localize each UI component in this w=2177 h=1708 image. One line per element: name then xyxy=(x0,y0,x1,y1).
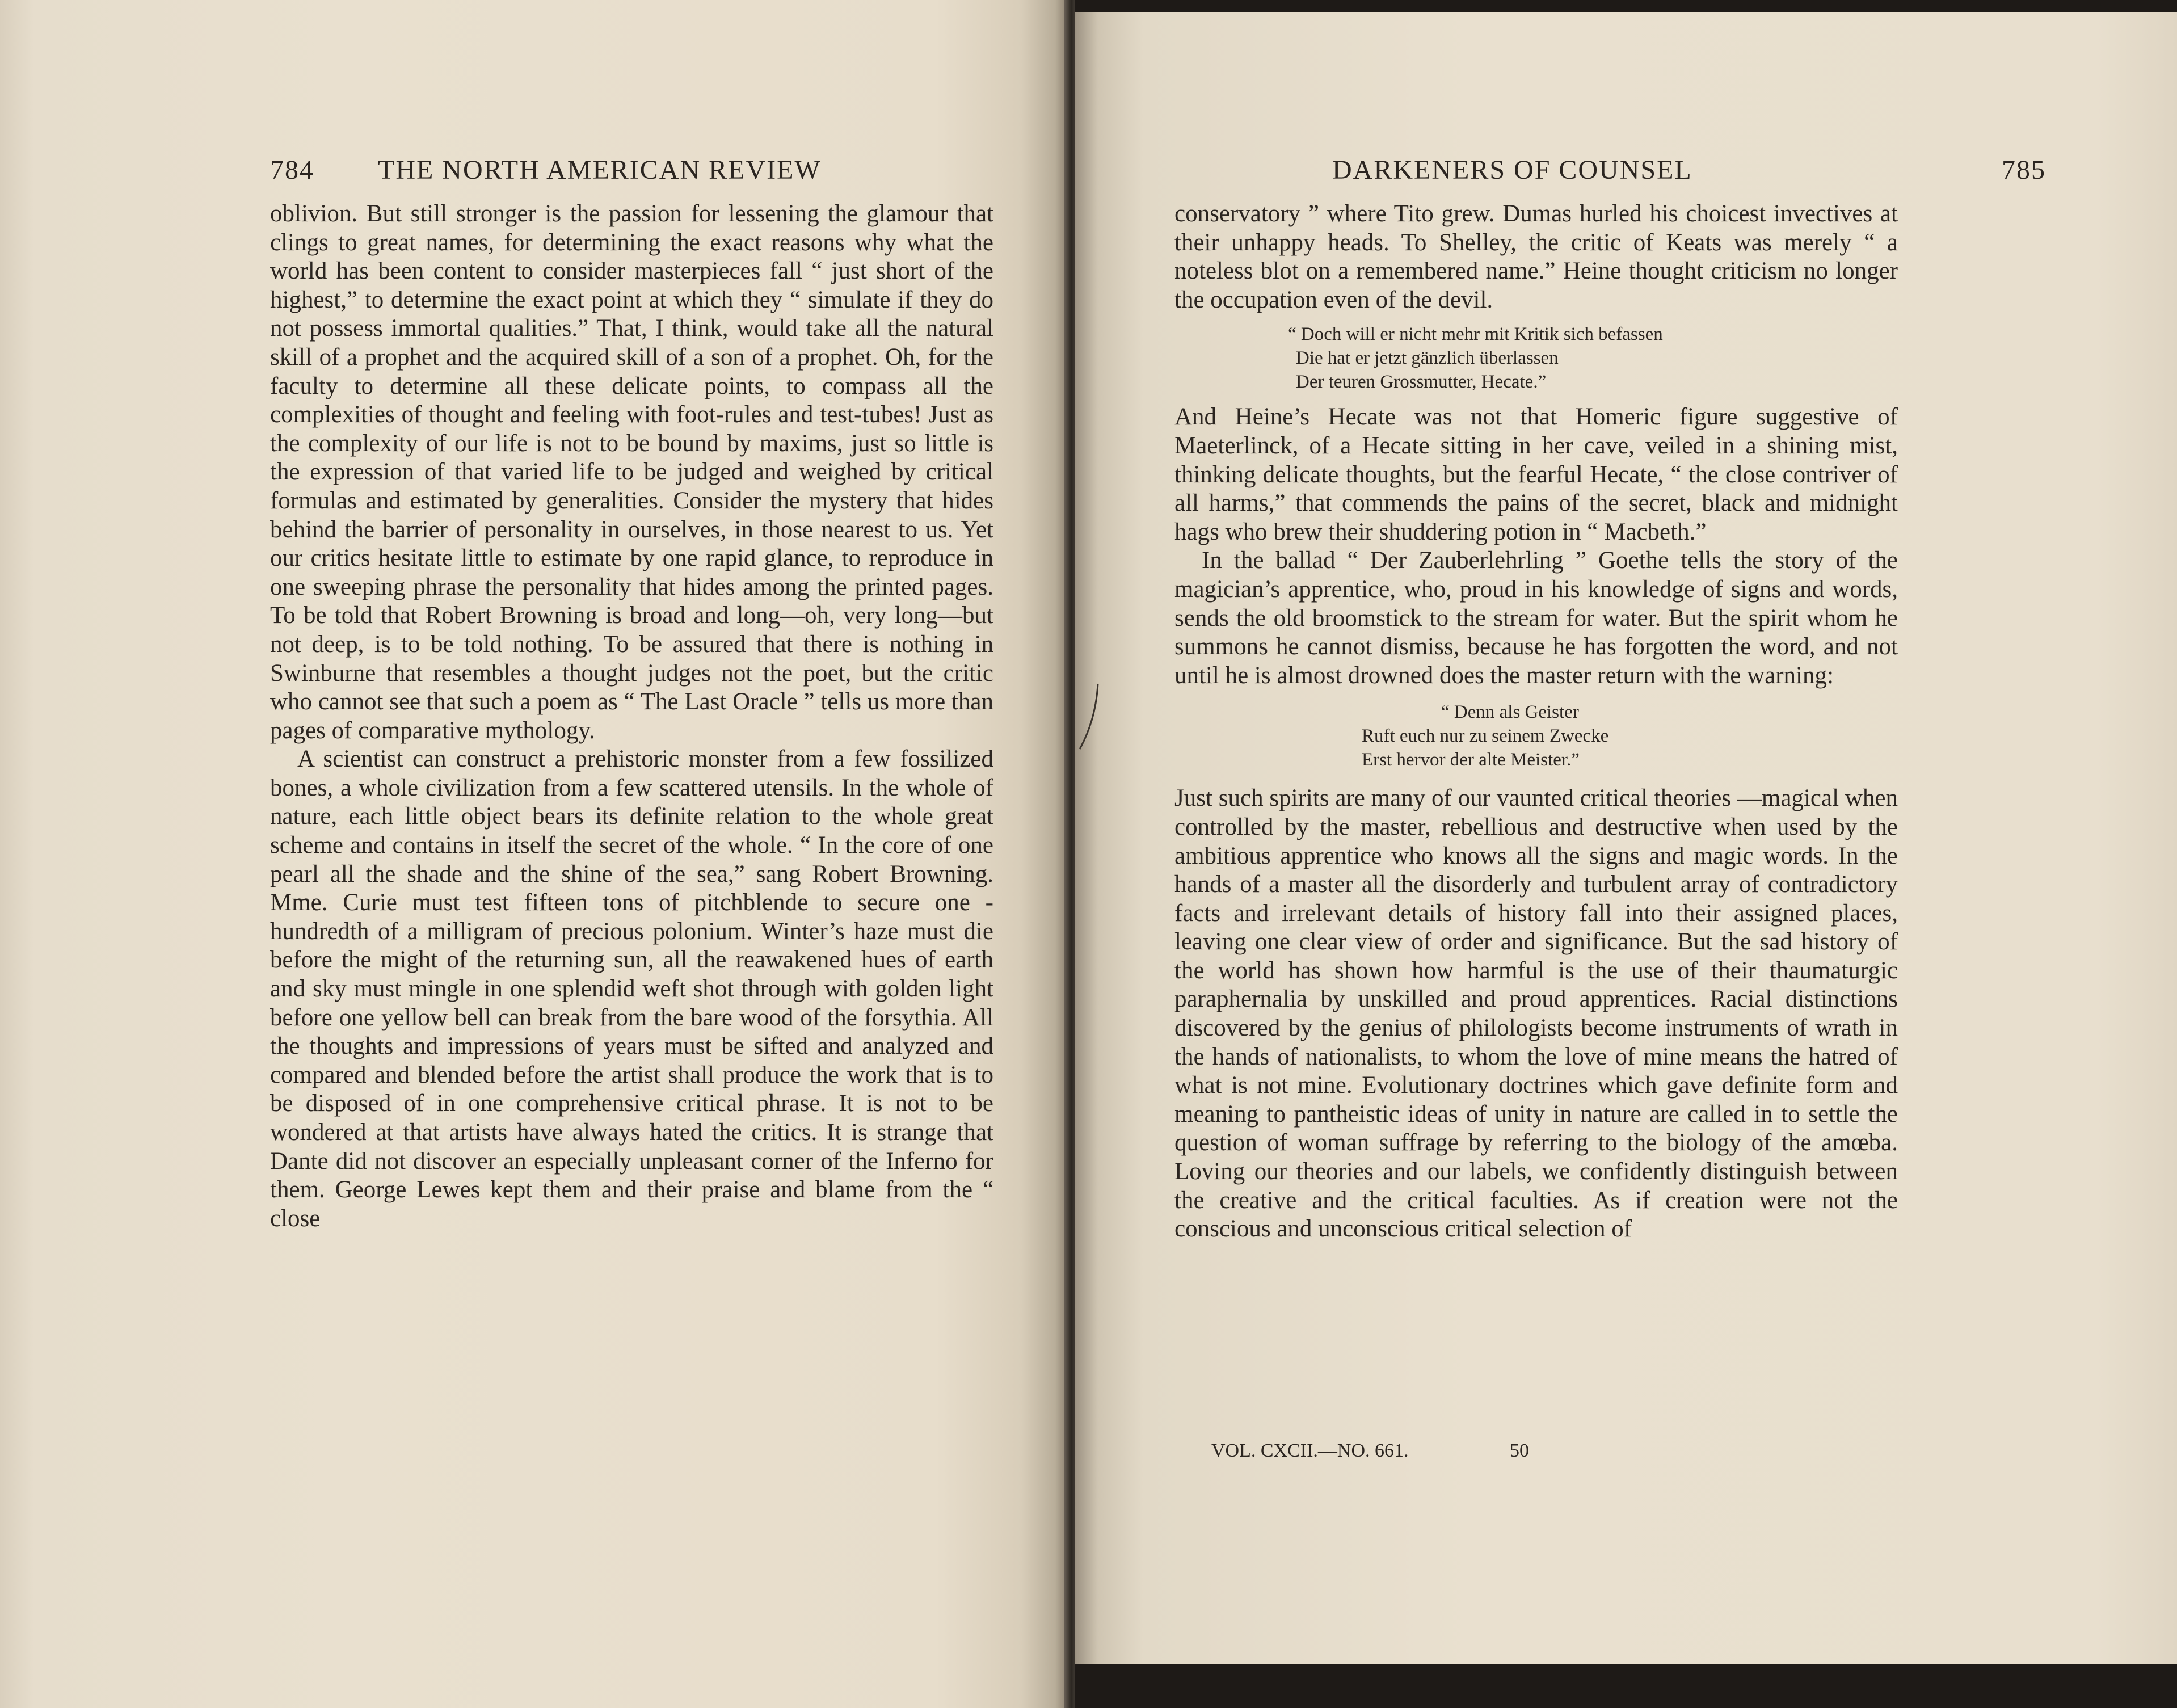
right-paragraph-3: In the ballad “ Der Zauberlehrling ” Goethe tells the story of the magician’s apprentice, who, proud in his knowledge of signs and words, sends the old broomstick to the stream for water. But the spirit whom he summons he cannot dismiss, because he has forgotten the word, and not until he is almost drowned does the master return with the warning: xyxy=(1174,547,1898,689)
goethe-verse-line-3: Erst hervor der alte Meister.” xyxy=(1362,750,1580,771)
left-body-text xyxy=(270,200,993,1233)
right-paragraph-2: And Heine’s Hecate was not that Homeric figure suggestive of Maeterlinck, of a Hecate sitting in her cave, veiled in a shining mist, thinking delicate thoughts, but the fearful Hecate, “ the close contriver of all harms,” that commends the pains of the secret, black and midnight hags who brew their shuddering potion in “ Macbeth.” xyxy=(1174,403,1898,545)
signature-mark xyxy=(1211,1440,1529,1462)
right-paragraph-1: conservatory ” where Tito grew. Dumas hurled his choicest invectives at their unhappy heads. To Shelley, the critic of Keats was merely “ a noteless blot on a remembered name.” Heine thought criticism no longer the occupation even of the devil. xyxy=(1174,200,1898,313)
gathering-number: 50 xyxy=(1510,1440,1530,1461)
heine-verse xyxy=(1174,322,1898,394)
right-body-text xyxy=(1174,200,1898,1244)
pencil-margin-mark xyxy=(1075,681,1109,760)
left-paragraph-1: oblivion. But still stronger is the passion for lessening the glamour that clings to great names, for determining the exact reasons why what the world has been content to consider masterpieces fall “ just short of the highest,” to determine the exact point at which they “ simulate if they do not possess immortal qualities.” That, I think, would take all the natural skill of a prophet and the acquired skill of a son of a prophet. Oh, for the faculty to determine all these delicate points, to compass all the complexities of thought and feeling with foot-rules and test-tubes! Just as the complexity of our life is not to be bound by maxims, just so little is the expression of that varied life to be judged and weighed by critical formulas and estimated by generalities. Consider the mystery that hides behind the barrier of personality in ourselves, in those nearest to us. Yet our critics hesitate little to estimate by one rapid glance, to reproduce in one sweeping phrase the personality that hides among the printed pages. To be told that Robert Browning is broad and long—oh, very long—but not deep, is to be told nothing. To be assured that there is nothing in Swinburne that resembles a thought judges not the poet, but the critic who cannot see that such a poem as “ The Last Oracle ” tells us more than pages of comparative mythology. xyxy=(270,200,993,744)
goethe-verse-line-2: Ruft euch nur zu seinem Zwecke xyxy=(1362,726,1609,747)
top-edge-shadow xyxy=(1075,0,2177,12)
right-paragraph-4: Just such spirits are many of our vaunted critical theories —magical when controlled by the master, rebellious and destructive when used by the ambitious apprentice who knows all the signs and magic words. In the hands of a master all the disorderly and turbulent array of contradictory facts and irrelevant details of history fall into their assigned places, leaving one clear view of order and significance. But the sad history of the world has shown how harmful is the use of their thaumaturgic paraphernalia by unskilled and proud apprentices. Racial distinctions discovered by the genius of philologists become instruments of wrath in the hands of nationalists, to whom the love of mine means the hatred of what is not mine. Evolutionary doctrines which gave definite form and meaning to pantheistic ideas of unity in nature are called in to settle the question of woman suffrage by referring to the biology of the amœba. Loving our theories and our labels, we confidently distinguish between the creative and the critical faculties. As if creation were not the conscious and unconscious critical selection of xyxy=(1174,785,1898,1243)
left-paragraph-2: A scientist can construct a prehistoric monster from a few fossilized bones, a whole civilization from a few scattered utensils. In the whole of nature, each little object bears its definite relation to the whole great scheme and contains in itself the secret of the whole. “ In the core of one pearl all the shade and the shine of the sea,” sang Robert Browning. Mme. Curie must test fifteen tons of pitchblende to secure one - hundredth of a milligram of precious polonium. Winter’s haze must die before the might of the returning sun, all the reawakened hues of earth and sky must mingle in one splendid weft shot through with golden light before one yellow bell can break from the bare wood of the forsythia. All the thoughts and impressions of years must be sifted and analyzed and compared and blended before the artist shall produce the work that is to be disposed of in one comprehensive critical phrase. It is not to be wondered at that artists have always hated the critics. It is strange that Dante did not discover an especially unpleasant corner of the Inferno for them. George Lewes kept them and their praise and blame from the “ close xyxy=(270,746,993,1232)
right-running-title: DARKENERS OF COUNSEL xyxy=(1332,155,1692,185)
goethe-verse xyxy=(1174,700,1898,772)
left-page-number: 784 xyxy=(270,155,314,185)
heine-verse-line-2: Die hat er jetzt gänzlich überlassen xyxy=(1296,348,1559,369)
left-page xyxy=(0,0,1067,1708)
right-page-number: 785 xyxy=(2002,155,2046,185)
heine-verse-line-1: “ Doch will er nicht mehr mit Kritik sich befassen xyxy=(1288,324,1663,345)
bottom-edge-shadow xyxy=(1075,1664,2177,1708)
right-page xyxy=(1075,0,2177,1708)
volume-signature: VOL. CXCII.—NO. 661. xyxy=(1211,1440,1409,1461)
goethe-verse-line-1: “ Denn als Geister xyxy=(1441,702,1579,723)
left-running-title: THE NORTH AMERICAN REVIEW xyxy=(378,155,822,185)
heine-verse-line-3: Der teuren Grossmutter, Hecate.” xyxy=(1296,372,1547,393)
